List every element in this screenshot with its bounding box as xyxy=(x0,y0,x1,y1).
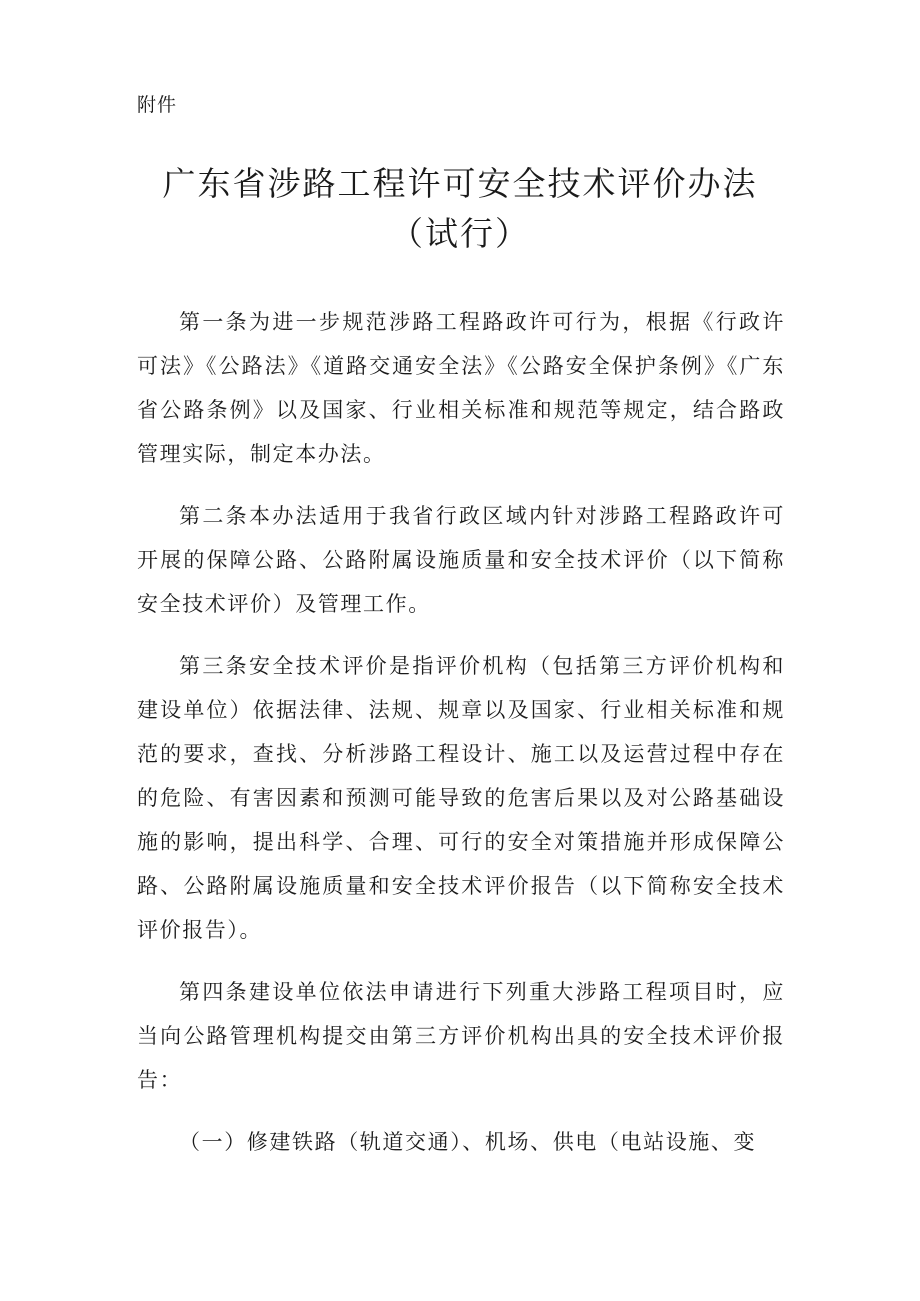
document-subtitle: （试行） xyxy=(390,214,530,253)
article-3-paragraph: 第三条安全技术评价是指评价机构（包括第三方评价机构和建设单位）依据法律、法规、规章以及国家、行业相关标准和规范的要求，查找、分析涉路工程设计、施工以及运营过程中存在的危险、有害因素和预测可能导致的危害后果以及对公路基础设施的影响，提出科学、合理、可行的安全对策措施并形成保障公路、公路附属设施质量和安全技术评价报告（以下简称安全技术评价报告）。 xyxy=(137,654,785,942)
article-4-paragraph: 第四条建设单位依法申请进行下列重大涉路工程项目时，应当向公路管理机构提交由第三方评价机构出具的安全技术评价报告： xyxy=(137,980,785,1092)
article-1-paragraph: 第一条为进一步规范涉路工程路政许可行为，根据《行政许可法》《公路法》《道路交通安全法》《公路安全保护条例》《广东省公路条例》以及国家、行业相关标准和规范等规定，结合路政管理实际，制定本办法。 xyxy=(137,310,785,466)
document-title: 广东省涉路工程许可安全技术评价办法 xyxy=(162,164,758,203)
document-body xyxy=(137,300,785,1182)
article-2-paragraph: 第二条本办法适用于我省行政区域内针对涉路工程路政许可开展的保障公路、公路附属设施质量和安全技术评价（以下简称安全技术评价）及管理工作。 xyxy=(137,504,785,616)
attachment-label: 附件 xyxy=(137,94,178,116)
list-item-1-paragraph: （一）修建铁路（轨道交通）、机场、供电（电站设施、变 xyxy=(179,1130,757,1154)
